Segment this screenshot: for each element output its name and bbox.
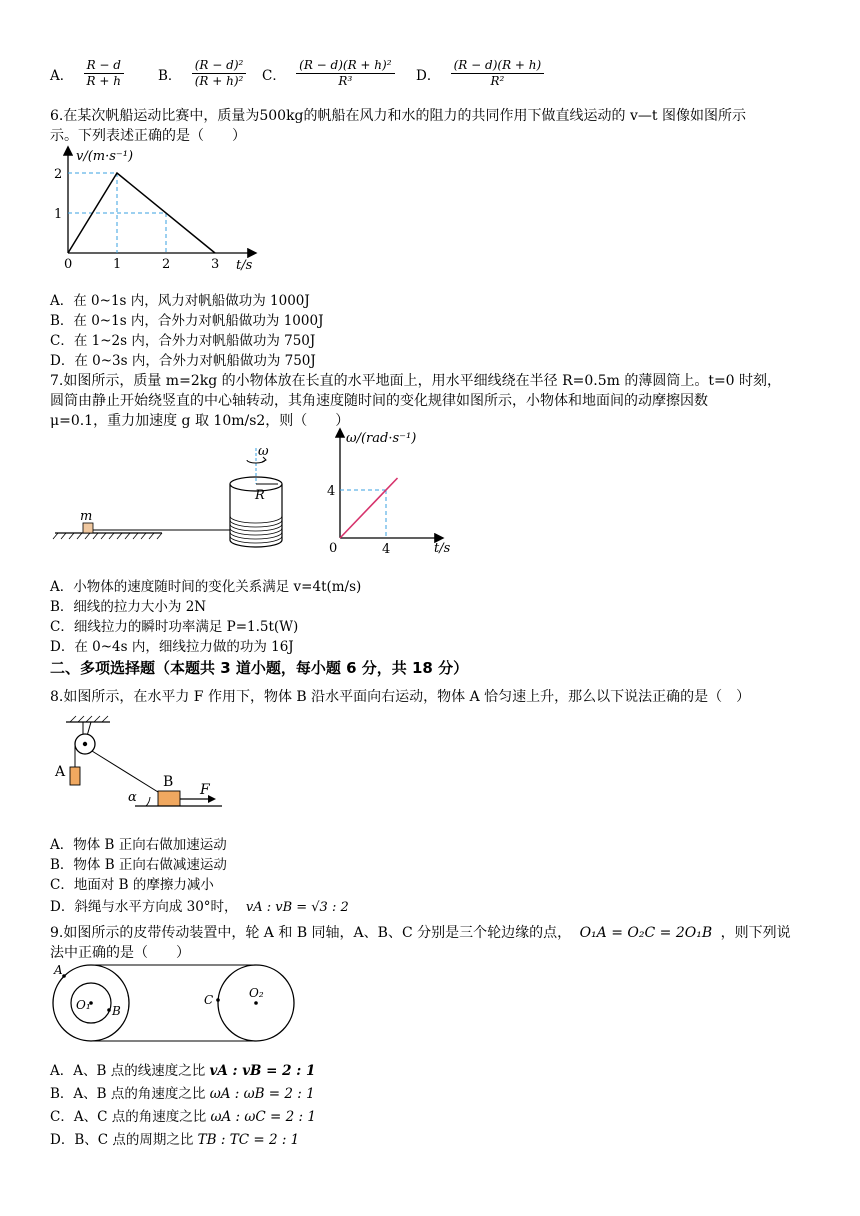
q7-xlabel: t/s bbox=[434, 541, 451, 556]
q9-label-b: B bbox=[112, 1004, 121, 1018]
q8-label-f: F bbox=[200, 782, 210, 798]
q8-label-b: B bbox=[163, 774, 174, 790]
q6-x-tick-label: 1 bbox=[113, 257, 122, 272]
q6-option-c: C．在 1~2s 内，合外力对帆船做功为 750J bbox=[50, 333, 316, 349]
q6-option-a: A．在 0~1s 内，风力对帆船做功为 1000J bbox=[50, 293, 310, 309]
q7-stem-line3: μ=0.1，重力加速度 g 取 10m/s2，则（ ） bbox=[50, 413, 350, 429]
q7-radius-label: R bbox=[255, 488, 265, 503]
q8-option-d: D．斜绳与水平方向成 30°时， vA : vB = √3 : 2 bbox=[50, 899, 349, 915]
q8-block-b bbox=[158, 791, 180, 806]
q5-option-c: C． $\frac{\text{(R − d)(R + h)²}}{\text{R³}}$ bbox=[262, 58, 395, 89]
q9-point-a bbox=[62, 974, 66, 978]
q9-label-a: A bbox=[54, 963, 63, 977]
q7-y-tick-label: 4 bbox=[327, 484, 336, 499]
q9-label-o1: O₁ bbox=[76, 998, 91, 1012]
q6-y-tick-label: 1 bbox=[54, 207, 63, 222]
q9-belt-figure bbox=[46, 960, 306, 1046]
q9-label-o2: O₂ bbox=[249, 986, 264, 1000]
q7-mass-label: m bbox=[80, 509, 93, 524]
q7-option-d: D．在 0~4s 内，细线拉力做的功为 16J bbox=[50, 639, 294, 655]
q9-stem-line2: 法中正确的是（ ） bbox=[50, 945, 190, 961]
q6-ylabel: v/(m·s⁻¹) bbox=[76, 149, 134, 164]
q6-stem-line2: 示。下列表述正确的是（ ） bbox=[50, 128, 246, 144]
q6-stem-line1: 6.在某次帆船运动比赛中，质量为500kg的帆船在风力和水的阻力的共同作用下做直线运动的 v—t 图像如图所示 bbox=[50, 108, 746, 124]
q7-option-b: B．细线的拉力大小为 2N bbox=[50, 599, 207, 615]
q9-option-d: D．B、C 点的周期之比 TB : TC = 2 : 1 bbox=[50, 1132, 300, 1148]
q5-option-b: B． $\frac{\text{(R − d)²}}{\text{(R + h)²}}$ bbox=[158, 58, 246, 89]
q8-block-a bbox=[70, 767, 80, 785]
q8-pulley-figure bbox=[50, 712, 230, 820]
q9-option-a: A．A、B 点的线速度之比 vA : vB = 2 : 1 bbox=[50, 1063, 316, 1079]
q6-x-tick-label: 0 bbox=[64, 257, 73, 272]
q7-cylinder-figure bbox=[50, 432, 330, 562]
q9-option-c: C．A、C 点的角速度之比 ωA : ωC = 2 : 1 bbox=[50, 1109, 316, 1125]
q8-option-c: C．地面对 B 的摩擦力减小 bbox=[50, 877, 214, 893]
q8-slant-rope bbox=[92, 751, 158, 792]
q6-x-tick-label: 2 bbox=[162, 257, 171, 272]
q5-option-d-fraction: $\frac{(R - d)(R + h)}{\text{R²}}$ bbox=[451, 58, 545, 89]
q8-option-d-ratio: vA : vB = √3 : 2 bbox=[245, 900, 349, 915]
q9-point-b bbox=[107, 1008, 111, 1012]
q7-origin-label: 0 bbox=[329, 541, 338, 556]
q7-ylabel: ω/(rad·s⁻¹) bbox=[346, 431, 417, 446]
q9-point-c bbox=[216, 998, 220, 1002]
q7-option-a: A．小物体的速度随时间的变化关系满足 v=4t(m/s) bbox=[50, 579, 362, 595]
q7-x-tick-label: 4 bbox=[382, 542, 391, 556]
q7-series-line bbox=[340, 478, 398, 538]
q5-option-d: D． $\frac{(R - d)(R + h)}{\text{R²}}$ bbox=[416, 58, 544, 89]
q9-option-b: B．A、B 点的角速度之比 ωA : ωB = 2 : 1 bbox=[50, 1086, 315, 1102]
q8-label-alpha: α bbox=[128, 790, 137, 805]
q6-x-tick-label: 3 bbox=[211, 257, 220, 272]
q7-omega-label: ω bbox=[258, 444, 269, 459]
q7-stem-line2: 圆筒由静止开始绕竖直的中心轴转动，其角速度随时间的变化规律如图所示，小物体和地面间的动摩擦因数 bbox=[50, 393, 708, 409]
q5-option-b-fraction: $\frac{\text{(R − d)²}}{\text{(R + h)²}}$ bbox=[192, 58, 247, 89]
q8-angle-arc bbox=[146, 797, 150, 806]
q9-stem-math: O₁A = O₂C = 2O₁B bbox=[579, 925, 713, 941]
q9-stem-line1: 9.如图所示的皮带传动装置中，轮 A 和 B 同轴，A、B、C 分别是三个轮边缘的点， O₁A = O₂C = 2O₁B ，则下列说 bbox=[50, 925, 791, 941]
q6-option-d: D．在 0~3s 内，合外力对帆船做功为 750J bbox=[50, 353, 316, 369]
q8-stem: 8.如图所示，在水平力 F 作用下，物体 B 沿水平面向右运动，物体 A 恰匀速上升，那么以下说法正确的是（ ） bbox=[50, 689, 751, 705]
q6-option-b: B．在 0~1s 内，合外力对帆船做功为 1000J bbox=[50, 313, 324, 329]
q6-y-tick-label: 2 bbox=[54, 167, 63, 182]
section2-title: 二、多项选择题（本题共 3 道小题，每小题 6 分，共 18 分） bbox=[50, 659, 469, 677]
q7-stem-line1: 7.如图所示，质量 m=2kg 的小物体放在长直的水平地面上，用水平细线绕在半径 R=0.5m 的薄圆筒上。t=0 时刻， bbox=[50, 373, 782, 389]
q8-option-a: A．物体 B 正向右做加速运动 bbox=[50, 837, 227, 853]
q5-option-c-fraction: $\frac{\text{(R − d)(R + h)²}}{\text{R³}}$ bbox=[296, 58, 394, 89]
q5-option-a-fraction: $\frac{R - d}{R + h}$ bbox=[84, 58, 124, 89]
q7-option-c: C．细线拉力的瞬时功率满足 P=1.5t(W) bbox=[50, 619, 299, 635]
q9-label-c: C bbox=[204, 993, 214, 1007]
q7-omega-t-chart bbox=[322, 424, 472, 556]
q8-label-a: A bbox=[55, 764, 66, 780]
q8-option-b: B．物体 B 正向右做减速运动 bbox=[50, 857, 227, 873]
q5-option-a: A． $\frac{R - d}{R + h}$ bbox=[50, 58, 124, 89]
q6-xlabel: t/s bbox=[236, 258, 253, 273]
q6-vt-chart bbox=[50, 142, 270, 277]
q7-ground-hatch bbox=[53, 533, 162, 539]
q7-mass-block bbox=[83, 523, 93, 533]
